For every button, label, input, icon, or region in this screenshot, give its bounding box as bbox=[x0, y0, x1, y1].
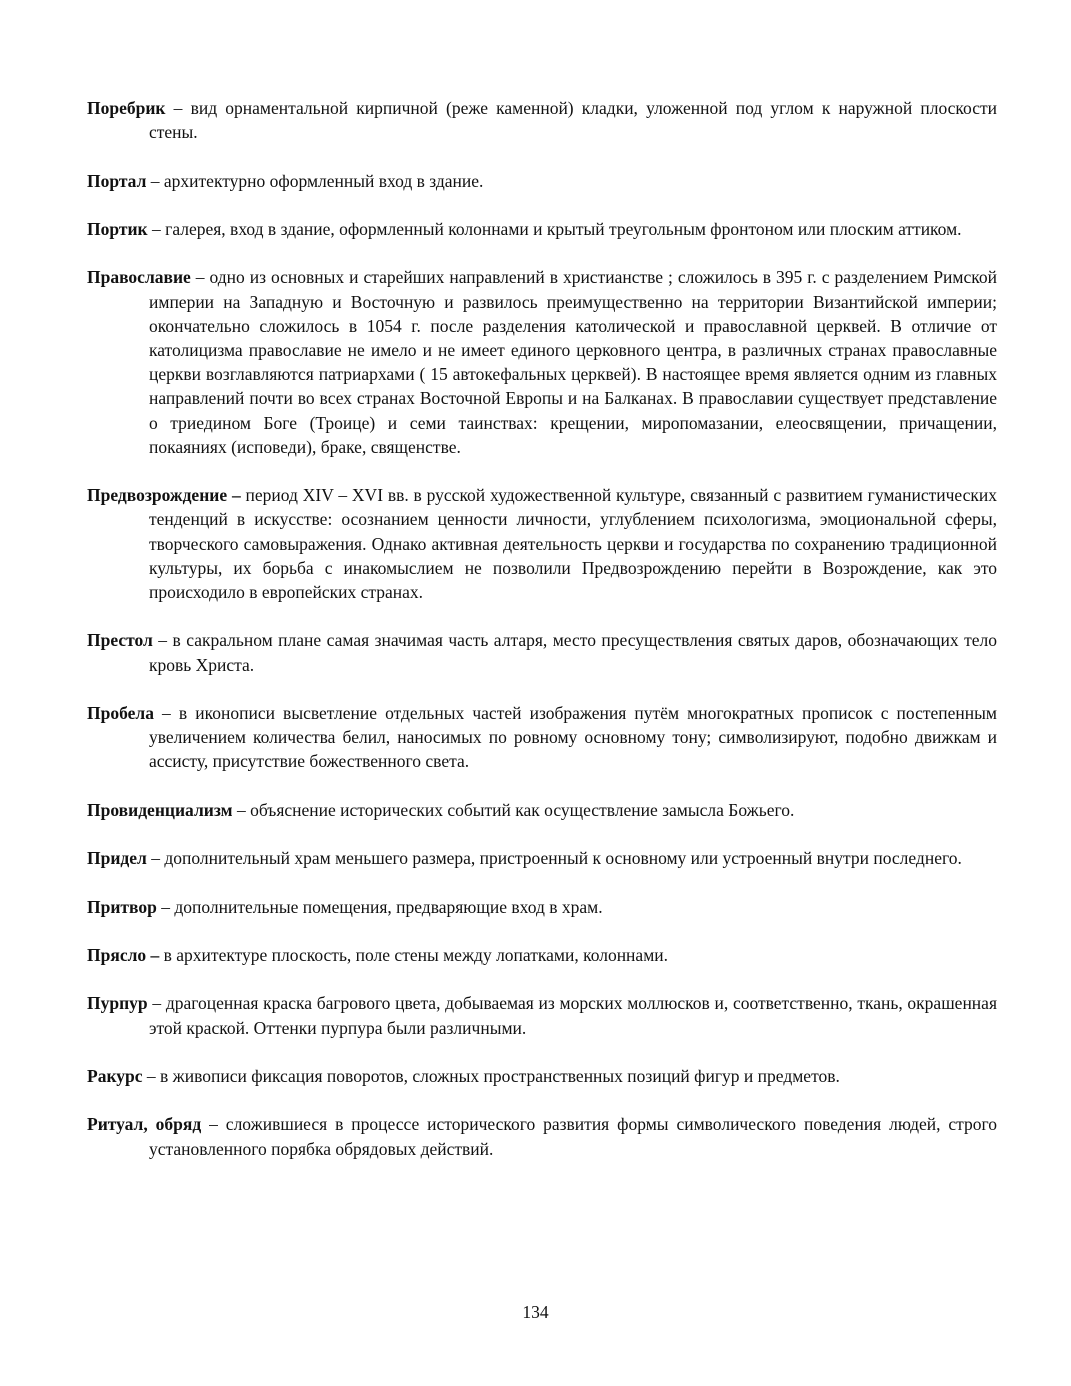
glossary-entry bbox=[87, 169, 997, 193]
entry-term: Притвор bbox=[87, 896, 157, 917]
glossary-entries bbox=[87, 96, 997, 1185]
entry-definition: – дополнительный храм меньшего размера, пристроенный к основному или устроенный внутри последнего. bbox=[146, 848, 962, 869]
entry-term: Придел bbox=[87, 848, 147, 869]
entry-definition: – архитектурно оформленный вход в здание. bbox=[146, 170, 484, 191]
glossary-entry bbox=[87, 991, 997, 1039]
entry-definition: период XIV – XVI вв. в русской художественной культуре, связанный с развитием гуманистических тенденций в искусстве: осознанием ценности личности, углублением психологизма, эмоциональной сферы, творческого самовыражения. Однако активная деятельность церкви и государства по сохранению традиционной культуры, их борьба с инакомыслием не позволили Предвозрождению перейти в Возрождение, как это происходило в европейских странах. bbox=[149, 485, 997, 602]
entry-definition: – дополнительные помещения, предваряющие вход в храм. bbox=[156, 896, 603, 917]
entry-term: Ракурс bbox=[87, 1065, 143, 1086]
glossary-entry bbox=[87, 1064, 997, 1088]
entry-definition: – объяснение исторических событий как осуществление замысла Божьего. bbox=[232, 799, 795, 820]
entry-term: Портик bbox=[87, 218, 148, 239]
entry-definition: – в иконописи высветление отдельных частей изображения путём многократных прописок с постепенным увеличением количества белил, наносимых по ровному основному тону; символизируют, подобно движкам и ассисту, присутствие божественного света. bbox=[149, 702, 997, 772]
entry-definition: – вид орнаментальной кирпичной (реже каменной) кладки, уложенной под углом к наружной плоскости стены. bbox=[149, 98, 997, 143]
entry-term: Провиденциализм bbox=[87, 799, 233, 820]
entry-definition: в архитектуре плоскость, поле стены между лопатками, колоннами. bbox=[159, 944, 669, 965]
entry-definition: – галерея, вход в здание, оформленный колоннами и крытый треугольным фронтоном или плоским аттиком. bbox=[147, 218, 962, 239]
entry-term: Престол bbox=[87, 630, 153, 651]
entry-definition: – сложившиеся в процессе исторического развития формы символического поведения людей, строго установленного порябка обрядовых действий. bbox=[149, 1114, 998, 1159]
glossary-entry bbox=[87, 895, 997, 919]
entry-term: Ритуал, обряд bbox=[87, 1114, 202, 1135]
entry-term: Прясло – bbox=[87, 944, 160, 965]
entry-term: Предвозрождение – bbox=[87, 485, 241, 506]
glossary-entry bbox=[87, 1112, 997, 1160]
entry-term: Пурпур bbox=[87, 993, 148, 1014]
glossary-entry bbox=[87, 798, 997, 822]
glossary-entry bbox=[87, 846, 997, 870]
glossary-entry bbox=[87, 217, 997, 241]
glossary-entry bbox=[87, 943, 997, 967]
glossary-entry bbox=[87, 483, 997, 604]
entry-term: Православие bbox=[87, 267, 191, 288]
glossary-entry bbox=[87, 265, 997, 459]
entry-definition: – в живописи фиксация поворотов, сложных пространственных позиций фигур и предметов. bbox=[142, 1065, 840, 1086]
entry-term: Поребрик bbox=[87, 98, 166, 118]
glossary-entry bbox=[87, 701, 997, 774]
entry-definition: – в сакральном плане самая значимая часть алтаря, место пресуществления святых даров, обозначающих тело кровь Христа. bbox=[149, 630, 997, 675]
glossary-entry bbox=[87, 628, 997, 676]
page-number: 134 bbox=[522, 1302, 549, 1322]
entry-term: Портал bbox=[87, 170, 147, 191]
entry-term: Пробела bbox=[87, 702, 154, 723]
entry-definition: – драгоценная краска багрового цвета, добываемая из морских моллюсков и, соответственно, ткань, окрашенная этой краской. Оттенки пурпура были различными. bbox=[147, 993, 997, 1038]
glossary-entry bbox=[87, 96, 997, 144]
entry-definition: – одно из основных и старейших направлений в христианстве ; сложилось в 395 г. с разделением Римской империи на Западную и Восточную и развилось преимущественно на территории Византийской империи; окончательно сложилось в 1054 г. после разделения католической и православной церквей. В отличие от католицизма православие не имело и не имеет единого церковного центра, в различных странах православные церкви возглавляются патриархами ( 15 автокефальных церквей). В настоящее время является одним из главных направлений почти во всех странах Восточной Европы и на Балканах. В православии существует представление о триедином Боге (Троице) и семи таинствах: крещении, миропомазании, елеосвящении, причащении, покаяниях (исповеди), браке, священстве. bbox=[149, 267, 997, 457]
